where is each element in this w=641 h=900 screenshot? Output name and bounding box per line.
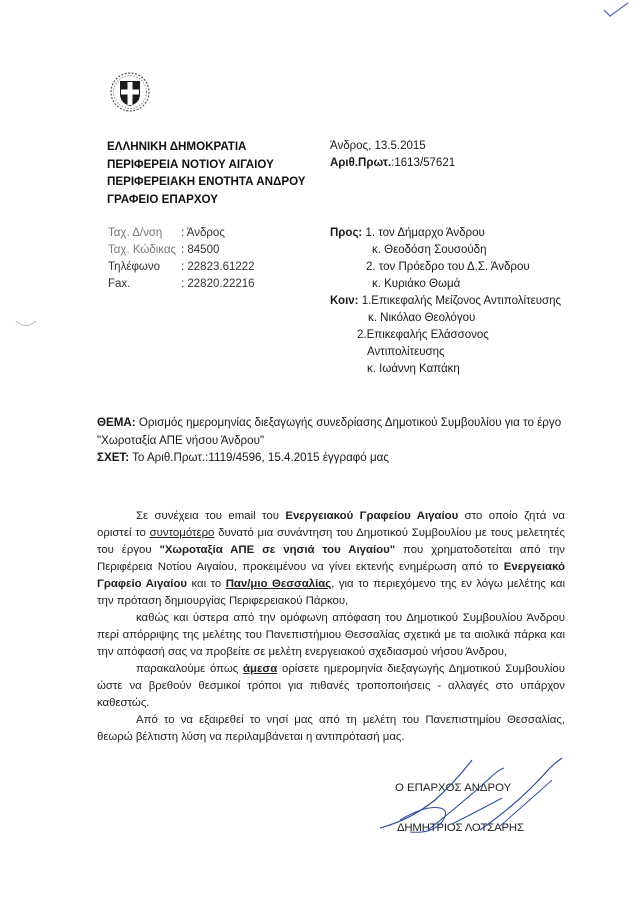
cc-recipient: Αντιπολίτευσης: [367, 346, 445, 358]
text-run: , για το περιεχόμενο της εν λόγω μελέτης και την πρόταση δημιουργίας Περιφερειακού Πάρκου,: [97, 578, 565, 607]
contact-label: Ταχ. Δ/νση: [108, 227, 163, 239]
header-line: ΠΕΡΙΦΕΡΕΙΑ ΝΟΤΙΟΥ ΑΙΓΑΙΟΥ: [107, 157, 274, 171]
signatory-name: ΔΗΜΗΤΡΙΟΣ ΛΟΤΣΑΡΗΣ: [397, 822, 524, 834]
protocol-value: :1613/57621: [391, 157, 456, 169]
letter-body: [97, 508, 565, 746]
place-date: Άνδρος, 13.5.2015: [330, 140, 426, 152]
reference-label: ΣΧΕΤ:: [97, 451, 130, 464]
cc-label: Κοιν:: [330, 295, 359, 307]
text-run: ορίσετε ημερομηνία διεξαγωγής Δημοτικού Συμβουλίου ώστε να βρεθούν θεσμικοί τρόποι για πιθανές τροποποιήσεις - αλλαγές στο υπάρχον καθεστώς.: [97, 663, 565, 709]
protocol-label: Αριθ.Πρωτ.: [330, 157, 392, 169]
header-line: ΠΕΡΙΦΕΡΕΙΑΚΗ ΕΝΟΤΗΤΑ ΑΝΔΡΟΥ: [107, 175, 306, 188]
signatory-title: Ο ΕΠΑΡΧΟΣ ΑΝΔΡΟΥ: [395, 782, 512, 794]
paragraph-1: [97, 508, 565, 610]
recipient: κ. Κυριάκο Θωμά: [372, 278, 461, 290]
subject-text-2: "Χωροταξία ΑΠΕ νήσου Άνδρου": [97, 433, 265, 447]
contact-label: Τηλέφωνο: [108, 261, 161, 273]
to-label: Προς:: [330, 227, 363, 239]
text-run: δυνατό μια συνάντηση του Δημοτικού Συμβουλίου με τους μελετητές του έργου: [97, 527, 565, 556]
contact-row: [108, 276, 255, 293]
underlined-run: συντομότερο: [149, 527, 215, 539]
contact-row: [108, 242, 255, 259]
cc-recipient: 2.Επικεφαλής Ελάσσονος: [357, 329, 489, 341]
contact-value: : Άνδρος: [181, 227, 225, 239]
contact-label: Fax.: [108, 278, 131, 290]
cc-line: [330, 293, 561, 310]
protocol-number: [330, 155, 455, 172]
place-date-block: [330, 138, 455, 172]
cc-recipient: 1.Επικεφαλής Μείζονος Αντιπολίτευσης: [361, 295, 562, 307]
text-run: στο οποίο ζητά να οριστεί το: [97, 510, 565, 539]
text-run: Σε συνέχεια του email του: [136, 510, 286, 522]
bold-run: Ενεργειακό Γραφείο Αιγαίου: [97, 561, 565, 590]
text-run: και το: [187, 578, 226, 590]
checkmark-icon: [602, 2, 630, 18]
bold-underlined-run: άμεσα: [243, 663, 278, 675]
bold-run: Ενεργειακού Γραφείου Αιγαίου: [285, 510, 459, 522]
signature-block: [395, 768, 524, 848]
contact-value: : 22823.61222: [181, 261, 255, 273]
contact-row: [108, 225, 255, 242]
header-line: ΕΛΛΗΝΙΚΗ ΔΗΜΟΚΡΑΤΙΑ: [107, 140, 247, 153]
contact-row: [108, 259, 255, 276]
contact-label: Ταχ. Κώδικας: [108, 244, 177, 256]
reference-text: Το Αριθ.Πρωτ.:1119/4596, 15.4.2015 έγγραφό μας: [129, 451, 389, 464]
contact-details: [108, 225, 255, 293]
contact-value: : 84500: [181, 244, 220, 256]
to-line: [330, 225, 485, 242]
reference-line: [97, 449, 561, 467]
greek-coat-of-arms-icon: [108, 70, 152, 114]
header-line: ΓΡΑΦΕΙΟ ΕΠΑΡΧΟΥ: [107, 192, 218, 206]
text-run: παρακαλούμε όπως: [136, 663, 244, 675]
recipient: 2. τον Πρόεδρο του Δ.Σ. Άνδρου: [366, 261, 530, 273]
bold-underlined-run: Παν/μιο Θεσσαλίας: [225, 578, 332, 590]
contact-value: : 22820.22216: [181, 278, 255, 290]
paragraph-2: καθώς και ύστερα από την ομόφωνη απόφαση του Δημοτικού Συμβουλίου Άνδρου περί απόρριψης της μελέτης του Πανεπιστήμιου Θεσσαλίας σχετικά με τα αιολικά πάρκα και την απόφασή σας να προβείτε σε μελέτη ενεργειακού σχεδιασμού νήσου Άνδρου,: [97, 612, 565, 658]
paragraph-3: [97, 661, 565, 712]
subject-line: [97, 414, 561, 432]
paragraph-4: Από το να εξαιρεθεί το νησί μας από τη μελέτη του Πανεπιστημίου Θεσσαλίας, θεωρώ βέλτιστη λύση να περιλαμβάνεται η αντιπρότασή μας.: [97, 714, 565, 743]
subject-text: Ορισμός ημερομηνίας διεξαγωγής συνεδρίασης Δημοτικού Συμβουλίου για το έργο: [135, 416, 562, 429]
issuer-header: [107, 138, 306, 208]
cc-recipient: κ. Νικόλαο Θεολόγου: [368, 312, 476, 324]
text-run: που χρηματοδοτείται από την Περιφέρεια Νοτίου Αιγαίου, προκειμένου να γίνει εκτενής ενημέρωση από το: [97, 544, 565, 573]
recipient: 1. τον Δήμαρχο Άνδρου: [365, 227, 485, 239]
subject-label: ΘΕΜΑ:: [97, 416, 136, 429]
subject-block: [97, 414, 561, 467]
bold-run: "Χωροταξία ΑΠΕ σε νησιά του Αιγαίου": [159, 544, 396, 556]
margin-mark-icon: [14, 318, 38, 330]
cc-recipient: κ. Ιωάννη Καπάκη: [367, 363, 460, 375]
recipient: κ. Θεοδόση Σουσούδη: [372, 244, 487, 256]
